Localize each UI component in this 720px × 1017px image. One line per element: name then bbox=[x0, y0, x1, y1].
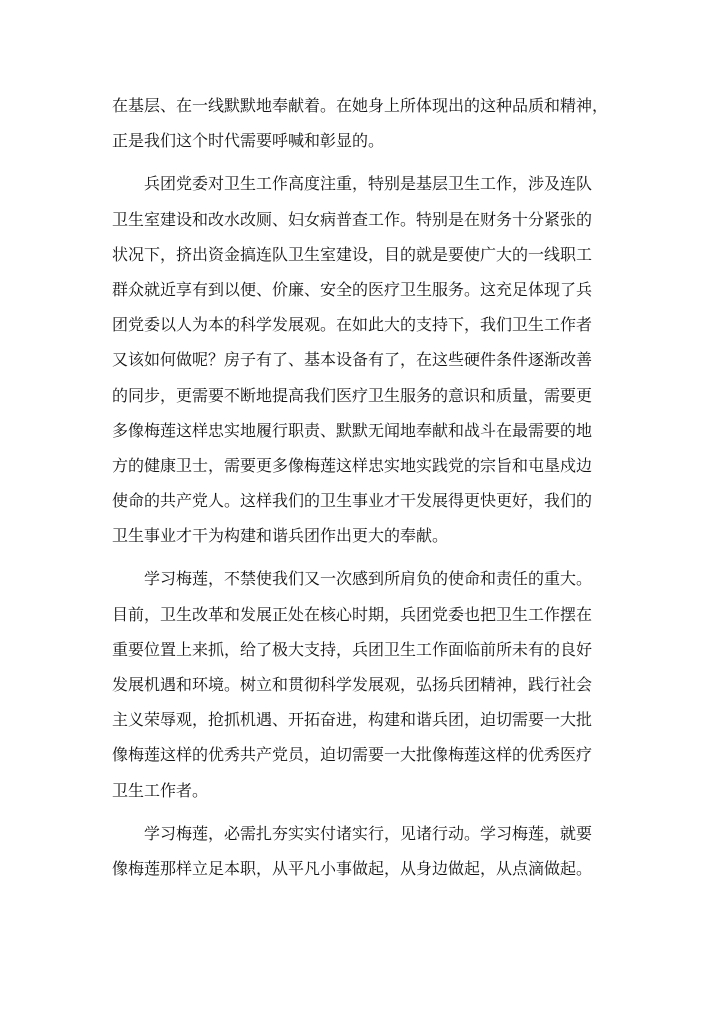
text-line: 又该如何做呢？房子有了、基本设备有了，在这些硬件条件逐渐改善 bbox=[112, 350, 593, 370]
text-line: 学习梅莲，不禁使我们又一次感到所肩负的使命和责任的重大。 bbox=[144, 569, 593, 589]
text-line: 群众就近享有到以便、价廉、安全的医疗卫生服务。这充足体现了兵 bbox=[112, 279, 593, 299]
paragraph bbox=[112, 88, 612, 158]
text-line: 多像梅莲这样忠实地履行职责、默默无闻地奉献和战斗在最需要的地 bbox=[112, 420, 593, 440]
paragraph bbox=[112, 166, 612, 553]
text-line: 发展机遇和环境。树立和贯彻科学发展观，弘扬兵团精神，践行社会 bbox=[112, 675, 593, 694]
text-line: 的同步，更需要不断地提高我们医疗卫生服务的意识和质量，需要更 bbox=[112, 385, 593, 405]
text-line: 像梅莲这样的优秀共产党员，迫切需要一大批像梅莲这样的优秀医疗 bbox=[112, 745, 593, 765]
text-line: 使命的共产党人。这样我们的卫生事业才干发展得更快更好，我们的 bbox=[112, 491, 593, 511]
text-line: 像梅莲那样立足本职，从平凡小事做起，从身边做起，从点滴做起。 bbox=[112, 858, 593, 878]
text-line: 目前，卫生改革和发展正处在核心时期，兵团党委也把卫生工作摆在 bbox=[112, 604, 593, 624]
document-body bbox=[112, 88, 612, 886]
text-line: 方的健康卫士，需要更多像梅莲这样忠实地实践党的宗旨和屯垦戍边 bbox=[112, 455, 593, 475]
text-line: 重要位置上来抓，给了极大支持，兵团卫生工作面临前所未有的良好 bbox=[112, 639, 593, 659]
text-line: 团党委以人为本的科学发展观。在如此大的支持下，我们卫生工作者 bbox=[112, 315, 593, 335]
text-line: 在基层、在一线默默地奉献着。在她身上所体现出的这种品质和精神， bbox=[112, 96, 609, 115]
text-line: 卫生工作者。 bbox=[112, 780, 209, 800]
text-line: 卫生室建设和改水改厕、妇女病普查工作。特别是在财务十分紧张的 bbox=[112, 209, 593, 229]
text-line: 兵团党委对卫生工作高度注重，特别是基层卫生工作，涉及连队 bbox=[144, 174, 593, 194]
paragraph bbox=[112, 816, 612, 886]
text-line: 学习梅莲，必需扎夯实实付诸实行，见诸行动。学习梅莲，就要 bbox=[144, 823, 593, 843]
text-line: 状况下，挤出资金搞连队卫生室建设，目的就是要使广大的一线职工 bbox=[112, 244, 593, 264]
text-line: 主义荣辱观，抢抓机遇、开拓奋进，构建和谐兵团，迫切需要一大批 bbox=[112, 710, 593, 730]
paragraph bbox=[112, 561, 612, 807]
text-line: 卫生事业才干为构建和谐兵团作出更大的奉献。 bbox=[112, 526, 449, 546]
text-line: 正是我们这个时代需要呼喊和彰显的。 bbox=[112, 131, 385, 151]
